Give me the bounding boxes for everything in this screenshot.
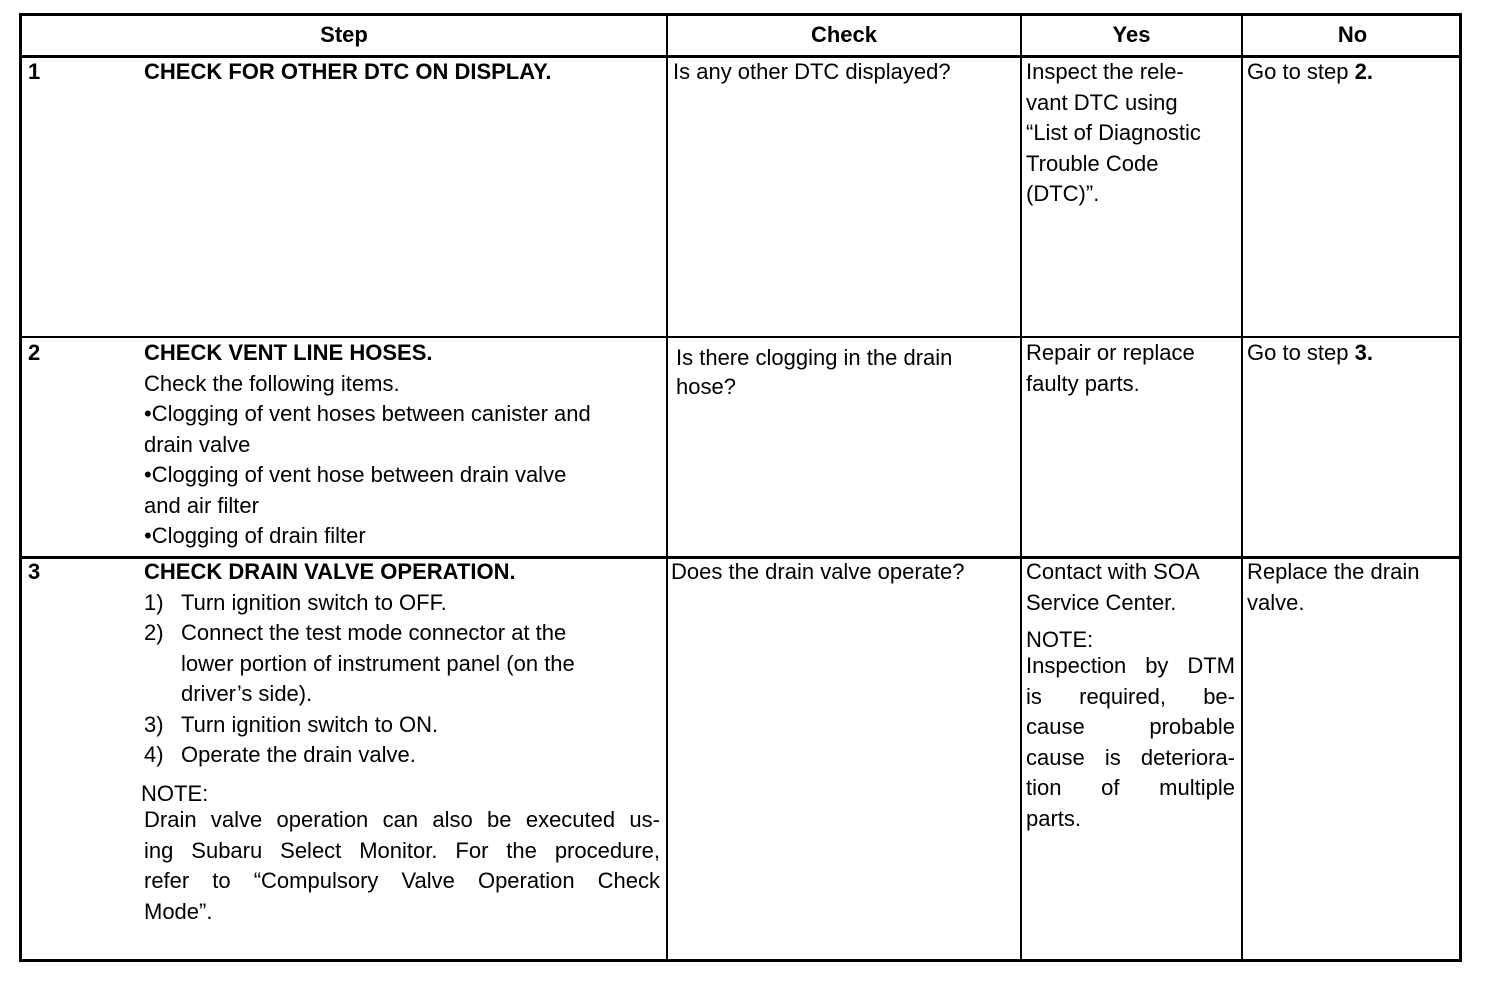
row1-no-step: 2. <box>1354 59 1373 84</box>
diagnostic-table <box>19 13 1462 962</box>
row2-yes-line: faulty parts. <box>1026 370 1140 396</box>
column-divider-yes-no <box>1241 16 1243 959</box>
row1-yes-line: vant DTC using <box>1026 89 1178 115</box>
row3-note-line: Mode”. <box>144 898 213 924</box>
row2-yes <box>1026 338 1195 399</box>
row3-yes-note-line: cause probable <box>1026 714 1235 739</box>
row1-yes-line: Inspect the rele- <box>1026 59 1184 84</box>
row2-no-prefix: Go to step <box>1247 340 1355 365</box>
row3-substep-text: lower portion of instrument panel (on the <box>181 650 575 676</box>
row3-yes-note-line: tion of multiple <box>1026 775 1235 800</box>
row3-yes <box>1026 557 1200 618</box>
header-step: Step <box>320 22 368 47</box>
row2-body-line: Check the following items. <box>144 370 400 396</box>
row1-yes <box>1026 57 1201 210</box>
row3-note-line: Drain valve operation can also be executed us- <box>144 807 660 832</box>
row2-body-line: •Clogging of drain filter <box>144 523 366 548</box>
row3-substep-number: 3) <box>144 711 164 737</box>
row3-note-label: NOTE: <box>141 781 209 806</box>
row3-substep <box>144 618 575 649</box>
row3-check: Does the drain valve operate? <box>671 559 965 584</box>
row2-title: CHECK VENT LINE HOSES. <box>144 340 433 365</box>
row3-no-line: Replace the drain <box>1247 559 1420 584</box>
row1-check: Is any other DTC displayed? <box>673 59 951 84</box>
row3-yes-line: Contact with SOA <box>1026 559 1200 584</box>
row2-check-line: hose? <box>676 374 736 399</box>
row3-substep-text: Turn ignition switch to ON. <box>181 711 439 737</box>
row3-yes-line: Service Center. <box>1026 589 1177 615</box>
header-no: No <box>1337 22 1368 47</box>
column-divider-step-check <box>666 16 668 959</box>
row3-yes-note-label: NOTE: <box>1026 627 1094 652</box>
row2-check <box>676 343 952 401</box>
row1-yes-line: “List of Diagnostic <box>1026 120 1201 145</box>
row3-substep-number: 1) <box>144 589 164 615</box>
row2-yes-line: Repair or replace <box>1026 340 1195 365</box>
row1-no-prefix: Go to step <box>1247 59 1355 84</box>
row3-yes-note-line: Inspection by DTM <box>1026 653 1235 678</box>
header-check: Check <box>810 22 878 47</box>
row2-body-line: drain valve <box>144 431 251 457</box>
row1-yes-line: Trouble Code <box>1026 150 1159 176</box>
column-divider-check-yes <box>1020 16 1022 959</box>
row3-note-line: ing Subaru Select Monitor. For the procedure, <box>144 837 660 863</box>
row1-no <box>1247 57 1373 88</box>
header-yes: Yes <box>1112 22 1151 47</box>
row3-yes-note-line: parts. <box>1026 805 1082 831</box>
row3-substep-number: 4) <box>144 742 164 767</box>
row3-substep-text: driver’s side). <box>181 681 313 706</box>
row3-note-line: refer to “Compulsory Valve Operation Check <box>144 868 660 893</box>
row3-title: CHECK DRAIN VALVE OPERATION. <box>144 559 516 584</box>
row2-body-line: •Clogging of vent hose between drain valve <box>144 462 567 487</box>
row2-body-line: and air filter <box>144 492 259 518</box>
row2-step-content <box>144 338 591 552</box>
row3-substep-text: Connect the test mode connector at the <box>181 620 567 645</box>
row3-substep-text: Operate the drain valve. <box>181 742 416 767</box>
row1-title: CHECK FOR OTHER DTC ON DISPLAY. <box>144 59 552 84</box>
row3-substep-number: 2) <box>144 620 164 645</box>
row3-substep <box>144 740 575 771</box>
row3-substep <box>144 710 575 741</box>
row1-yes-line: (DTC)”. <box>1026 181 1100 206</box>
row3-substep <box>144 588 575 619</box>
row2-check-line: Is there clogging in the drain <box>676 345 953 370</box>
row3-note-body <box>144 805 660 927</box>
row1-number: 1 <box>28 59 41 84</box>
row3-step-content <box>144 557 575 771</box>
row3-yes-note-line: is required, be- <box>1026 683 1235 709</box>
row2-body-line: •Clogging of vent hoses between canister and <box>144 401 591 426</box>
row2-no-step: 3. <box>1354 340 1373 365</box>
row3-no-line: valve. <box>1247 589 1305 615</box>
row3-substep-text: Turn ignition switch to OFF. <box>181 589 447 615</box>
row2-number: 2 <box>28 340 41 365</box>
row2-no <box>1247 338 1373 369</box>
row3-yes-note-line: cause is deteriora- <box>1026 744 1235 770</box>
row3-no <box>1247 557 1419 618</box>
row3-yes-note-body <box>1026 651 1235 834</box>
row3-number: 3 <box>28 559 41 584</box>
